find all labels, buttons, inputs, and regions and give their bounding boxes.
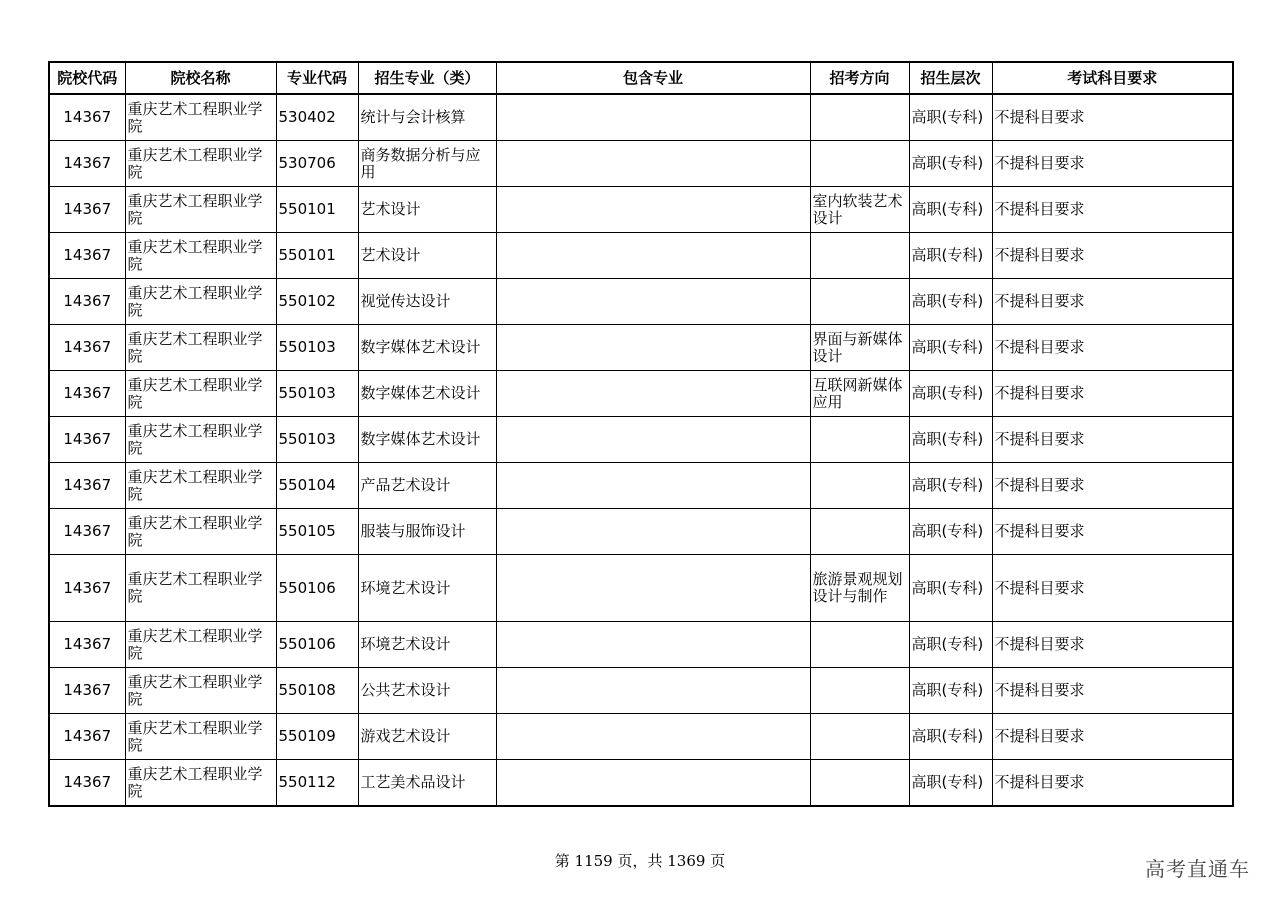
cell-major: 环境艺术设计 (358, 622, 496, 668)
cell-included-majors (496, 555, 810, 622)
watermark: 高考直通车 (1145, 857, 1250, 881)
cell-level: 高职(专科) (909, 141, 992, 187)
cell-major: 艺术设计 (358, 187, 496, 233)
cell-school-name: 重庆艺术工程职业学院 (125, 463, 276, 509)
cell-direction (810, 417, 909, 463)
cell-requirement: 不提科目要求 (992, 509, 1233, 555)
cell-direction: 室内软装艺术设计 (810, 187, 909, 233)
header-school-name: 院校名称 (125, 62, 276, 94)
cell-school-name: 重庆艺术工程职业学院 (125, 760, 276, 807)
cell-major-code: 530706 (276, 141, 358, 187)
cell-school-code: 14367 (49, 187, 125, 233)
cell-school-code: 14367 (49, 509, 125, 555)
cell-school-code: 14367 (49, 463, 125, 509)
cell-level: 高职(专科) (909, 509, 992, 555)
cell-included-majors (496, 141, 810, 187)
header-row (49, 62, 1233, 94)
header-school-code: 院校代码 (49, 62, 125, 94)
cell-major-code: 550103 (276, 325, 358, 371)
cell-direction (810, 714, 909, 760)
cell-requirement: 不提科目要求 (992, 555, 1233, 622)
cell-major-code: 550108 (276, 668, 358, 714)
cell-major-code: 550102 (276, 279, 358, 325)
cell-major: 数字媒体艺术设计 (358, 417, 496, 463)
cell-major-code: 550101 (276, 233, 358, 279)
cell-school-name: 重庆艺术工程职业学院 (125, 187, 276, 233)
table-row (49, 325, 1233, 371)
cell-requirement: 不提科目要求 (992, 325, 1233, 371)
cell-major-code: 550101 (276, 187, 358, 233)
table-row (49, 233, 1233, 279)
cell-major: 工艺美术品设计 (358, 760, 496, 807)
cell-school-name: 重庆艺术工程职业学院 (125, 94, 276, 141)
cell-major-code: 550105 (276, 509, 358, 555)
cell-major-code: 550103 (276, 371, 358, 417)
cell-direction: 互联网新媒体应用 (810, 371, 909, 417)
table-row (49, 509, 1233, 555)
cell-direction: 旅游景观规划设计与制作 (810, 555, 909, 622)
cell-direction: 界面与新媒体设计 (810, 325, 909, 371)
cell-major-code: 550112 (276, 760, 358, 807)
cell-school-name: 重庆艺术工程职业学院 (125, 325, 276, 371)
cell-requirement: 不提科目要求 (992, 714, 1233, 760)
cell-level: 高职(专科) (909, 622, 992, 668)
cell-included-majors (496, 371, 810, 417)
cell-major: 艺术设计 (358, 233, 496, 279)
table-row (49, 187, 1233, 233)
cell-school-code: 14367 (49, 233, 125, 279)
table-row (49, 371, 1233, 417)
header-requirement: 考试科目要求 (992, 62, 1233, 94)
table-row (49, 668, 1233, 714)
cell-major: 数字媒体艺术设计 (358, 371, 496, 417)
cell-requirement: 不提科目要求 (992, 371, 1233, 417)
cell-included-majors (496, 509, 810, 555)
cell-included-majors (496, 622, 810, 668)
cell-level: 高职(专科) (909, 760, 992, 807)
table-row (49, 555, 1233, 622)
cell-requirement: 不提科目要求 (992, 141, 1233, 187)
cell-included-majors (496, 325, 810, 371)
cell-included-majors (496, 463, 810, 509)
cell-included-majors (496, 417, 810, 463)
header-major-code: 专业代码 (276, 62, 358, 94)
cell-major-code: 550106 (276, 555, 358, 622)
cell-included-majors (496, 714, 810, 760)
cell-level: 高职(专科) (909, 279, 992, 325)
cell-direction (810, 233, 909, 279)
cell-school-name: 重庆艺术工程职业学院 (125, 417, 276, 463)
cell-direction (810, 141, 909, 187)
cell-direction (810, 668, 909, 714)
cell-included-majors (496, 279, 810, 325)
cell-major: 环境艺术设计 (358, 555, 496, 622)
page-number: 第 1159 页，共 1369 页 (554, 852, 726, 870)
cell-requirement: 不提科目要求 (992, 622, 1233, 668)
cell-included-majors (496, 760, 810, 807)
cell-level: 高职(专科) (909, 463, 992, 509)
cell-major: 视觉传达设计 (358, 279, 496, 325)
cell-direction (810, 760, 909, 807)
cell-school-code: 14367 (49, 325, 125, 371)
cell-school-code: 14367 (49, 714, 125, 760)
cell-direction (810, 622, 909, 668)
cell-major: 统计与会计核算 (358, 94, 496, 141)
table-row (49, 463, 1233, 509)
cell-major-code: 530402 (276, 94, 358, 141)
cell-included-majors (496, 668, 810, 714)
cell-school-name: 重庆艺术工程职业学院 (125, 233, 276, 279)
header-major: 招生专业（类） (358, 62, 496, 94)
cell-major: 产品艺术设计 (358, 463, 496, 509)
cell-requirement: 不提科目要求 (992, 668, 1233, 714)
cell-school-code: 14367 (49, 622, 125, 668)
cell-requirement: 不提科目要求 (992, 463, 1233, 509)
table-row (49, 622, 1233, 668)
cell-major: 公共艺术设计 (358, 668, 496, 714)
header-direction: 招考方向 (810, 62, 909, 94)
cell-major: 商务数据分析与应用 (358, 141, 496, 187)
cell-included-majors (496, 187, 810, 233)
table-row (49, 279, 1233, 325)
header-level: 招生层次 (909, 62, 992, 94)
cell-requirement: 不提科目要求 (992, 94, 1233, 141)
table-row (49, 714, 1233, 760)
cell-requirement: 不提科目要求 (992, 417, 1233, 463)
cell-school-name: 重庆艺术工程职业学院 (125, 668, 276, 714)
table-row (49, 417, 1233, 463)
cell-major: 游戏艺术设计 (358, 714, 496, 760)
cell-level: 高职(专科) (909, 555, 992, 622)
cell-direction (810, 94, 909, 141)
cell-school-code: 14367 (49, 371, 125, 417)
header-included-majors: 包含专业 (496, 62, 810, 94)
cell-major-code: 550103 (276, 417, 358, 463)
cell-major: 数字媒体艺术设计 (358, 325, 496, 371)
cell-school-name: 重庆艺术工程职业学院 (125, 371, 276, 417)
cell-direction (810, 463, 909, 509)
cell-level: 高职(专科) (909, 371, 992, 417)
cell-school-code: 14367 (49, 94, 125, 141)
table-row (49, 94, 1233, 141)
table-row (49, 141, 1233, 187)
cell-level: 高职(专科) (909, 187, 992, 233)
cell-school-code: 14367 (49, 668, 125, 714)
cell-included-majors (496, 94, 810, 141)
table-row (49, 760, 1233, 807)
cell-school-name: 重庆艺术工程职业学院 (125, 279, 276, 325)
cell-level: 高职(专科) (909, 417, 992, 463)
cell-level: 高职(专科) (909, 668, 992, 714)
cell-requirement: 不提科目要求 (992, 279, 1233, 325)
cell-major-code: 550106 (276, 622, 358, 668)
cell-level: 高职(专科) (909, 233, 992, 279)
cell-school-code: 14367 (49, 279, 125, 325)
cell-school-code: 14367 (49, 417, 125, 463)
cell-major-code: 550109 (276, 714, 358, 760)
admissions-table (48, 61, 1234, 807)
cell-major: 服装与服饰设计 (358, 509, 496, 555)
cell-level: 高职(专科) (909, 714, 992, 760)
cell-school-name: 重庆艺术工程职业学院 (125, 555, 276, 622)
cell-school-code: 14367 (49, 555, 125, 622)
cell-included-majors (496, 233, 810, 279)
cell-direction (810, 509, 909, 555)
cell-requirement: 不提科目要求 (992, 187, 1233, 233)
cell-school-name: 重庆艺术工程职业学院 (125, 622, 276, 668)
cell-school-name: 重庆艺术工程职业学院 (125, 509, 276, 555)
cell-school-code: 14367 (49, 760, 125, 807)
cell-major-code: 550104 (276, 463, 358, 509)
cell-school-code: 14367 (49, 141, 125, 187)
cell-school-name: 重庆艺术工程职业学院 (125, 714, 276, 760)
cell-requirement: 不提科目要求 (992, 233, 1233, 279)
cell-school-name: 重庆艺术工程职业学院 (125, 141, 276, 187)
cell-level: 高职(专科) (909, 94, 992, 141)
cell-level: 高职(专科) (909, 325, 992, 371)
cell-direction (810, 279, 909, 325)
cell-requirement: 不提科目要求 (992, 760, 1233, 807)
